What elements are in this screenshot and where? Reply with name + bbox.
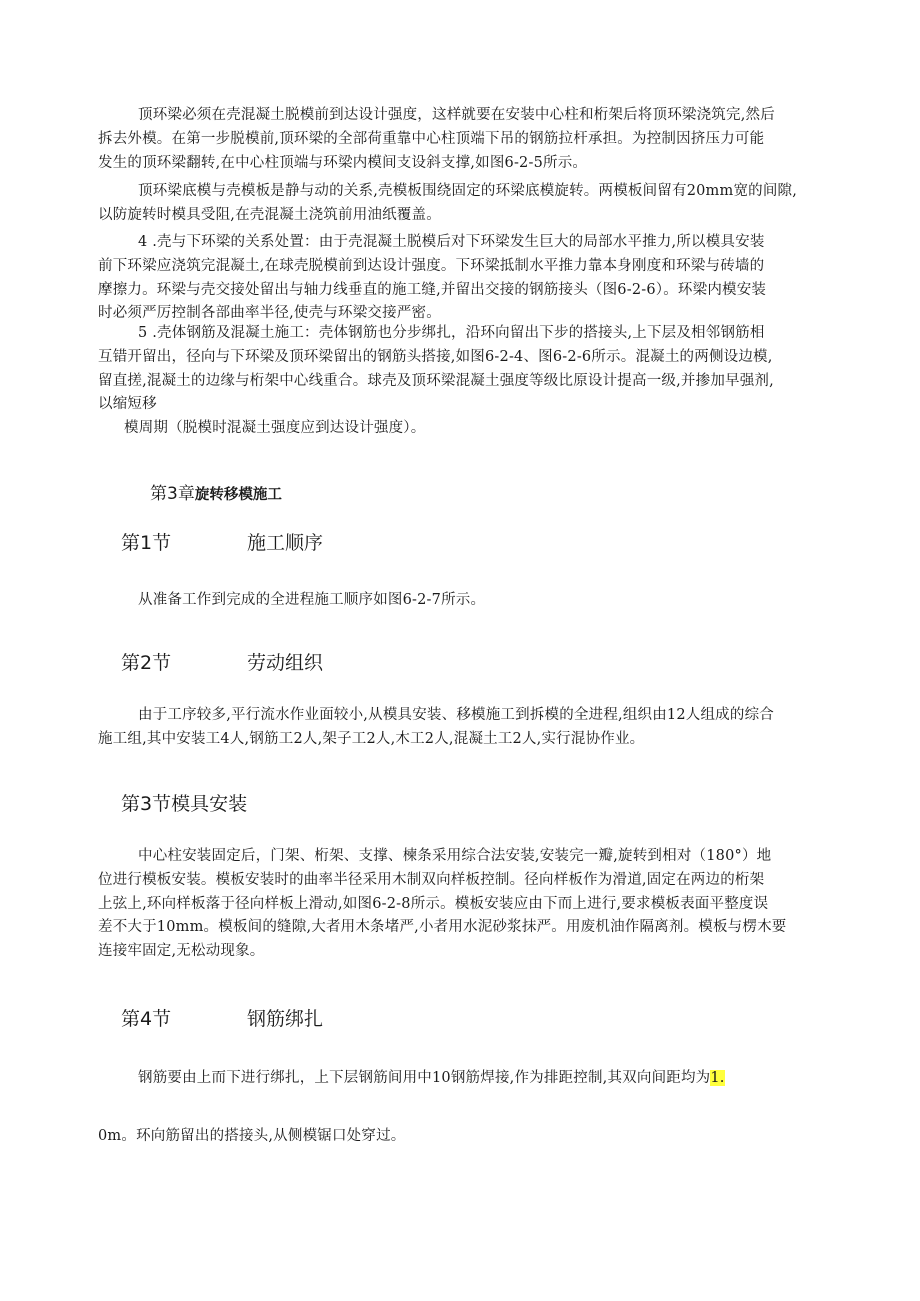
text-line: 连接牢固定,无松动现象。 xyxy=(98,943,265,960)
section-3-body xyxy=(98,845,812,964)
section-title: 劳动组织 xyxy=(247,652,324,674)
section-4-body-line-2: 0m。环向筋留出的搭接头,从侧模锯口处穿过。 xyxy=(98,1128,406,1144)
text-line: 钢筋要由上而下进行绑扎，上下层钢筋间用中10钢筋焊接,作为排距控制,其双向间距均为 xyxy=(138,1070,711,1086)
text-line: 顶环梁底模与壳模板是静与动的关系,壳模板围绕固定的环梁底模旋转。两模板间留有20mm宽的间隙, xyxy=(138,183,798,199)
text-line: 时必须严厉控制各部曲率半径,使壳与环梁交接严密。 xyxy=(98,305,441,322)
highlighted-text: 1. xyxy=(710,1070,725,1086)
text-line: 摩擦力。环梁与壳交接处留出与轴力线垂直的施工缝,并留出交接的钢筋接头（图6-2-6）。环梁内模安装 xyxy=(98,281,767,298)
section-2-heading xyxy=(121,648,324,675)
text-line: 拆去外模。在第一步脱模前,顶环梁的全部荷重靠中心柱顶端下吊的钢筋拉杆承担。为控制因挤压力可能 xyxy=(98,130,765,147)
text-line: 互错开留出，径向与下环梁及顶环梁留出的钢筋头搭接,如图6-2-4、图6-2-6所示。混凝土的两侧设边模, xyxy=(98,348,773,365)
text-line: 以防旋转时模具受阻,在壳混凝土浇筑前用油纸覆盖。 xyxy=(98,206,441,223)
text-line: 顶环梁必须在壳混凝土脱模前到达设计强度，这样就要在安装中心柱和桁架后将顶环梁浇筑完,然后 xyxy=(138,107,775,123)
chapter-title: 旋转移模施工 xyxy=(194,487,282,503)
text-line: 上弦上,环向样板落于径向样板上滑动,如图6-2-8所示。模板安装应由下而上进行,要求模板表面平整度误 xyxy=(98,895,769,912)
paragraph-top-ring-beam xyxy=(98,104,812,175)
chapter-heading xyxy=(150,479,282,504)
text-line: 差不大于10mm。模板间的缝隙,大者用木条堵严,小者用水泥砂浆抹严。用废机油作隔离剂。模板与楞木要 xyxy=(98,919,787,936)
text-line: 由于工序较多,平行流水作业面较小,从模具安装、移模施工到拆模的全进程,组织由12人组成的综合 xyxy=(138,707,774,723)
section-title: 钢筋绑扎 xyxy=(247,1008,324,1030)
paragraph-shell-rebar-concrete xyxy=(98,322,812,441)
section-number: 第2节 xyxy=(121,652,172,674)
chapter-number: 第3章 xyxy=(150,484,195,504)
section-title: 第3节模具安装 xyxy=(121,793,248,815)
section-1-heading xyxy=(121,528,324,555)
text-line: 5 .壳体钢筋及混凝土施工：壳体钢筋也分步绑扎，沿环向留出下步的搭接头,上下层及相邻钢筋相 xyxy=(138,325,765,341)
section-number: 第1节 xyxy=(121,532,172,554)
text-line: 施工组,其中安装工4人,钢筋工2人,架子工2人,木工2人,混凝土工2人,实行混协作业。 xyxy=(98,730,645,747)
section-number: 第4节 xyxy=(121,1008,172,1030)
text-line: 前下环梁应浇筑完混凝土,在球壳脱模前到达设计强度。下环梁抵制水平推力靠本身刚度和环梁与砖墙的 xyxy=(98,257,765,274)
text-line: 发生的顶环梁翻转,在中心柱顶端与环梁内模间支设斜支撑,如图6-2-5所示。 xyxy=(98,154,588,171)
section-3-heading xyxy=(121,789,247,816)
section-2-body xyxy=(98,704,812,752)
text-line: 中心柱安装固定后，门架、桁架、支撑、楝条采用综合法安装,安装完一瓣,旋转到相对（180°）地 xyxy=(138,848,772,864)
section-4-body-line-1 xyxy=(138,1066,725,1087)
section-title: 施工顺序 xyxy=(247,532,324,554)
section-1-body: 从准备工作到完成的全进程施工顺序如图6-2-7所示。 xyxy=(138,592,486,608)
paragraph-shell-lower-ring xyxy=(98,231,812,326)
text-line: 模周期（脱模时混凝土强度应到达设计强度）。 xyxy=(124,420,426,437)
paragraph-bottom-formwork xyxy=(98,180,812,228)
text-line: 位进行模板安装。模板安装时的曲率半径采用木制双向样板控制。径向样板作为滑道,固定在两边的桁架 xyxy=(98,871,765,888)
text-line: 留直搓,混凝土的边缘与桁架中心线重合。球壳及顶环梁混凝土强度等级比原设计提高一级,并掺加早强剂, xyxy=(98,372,774,389)
section-4-heading xyxy=(121,1004,324,1031)
text-line: 以缩短移 xyxy=(98,396,157,413)
text-line: 4 .壳与下环梁的关系处置：由于壳混凝土脱模后对下环梁发生巨大的局部水平推力,所以模具安装 xyxy=(138,234,765,250)
